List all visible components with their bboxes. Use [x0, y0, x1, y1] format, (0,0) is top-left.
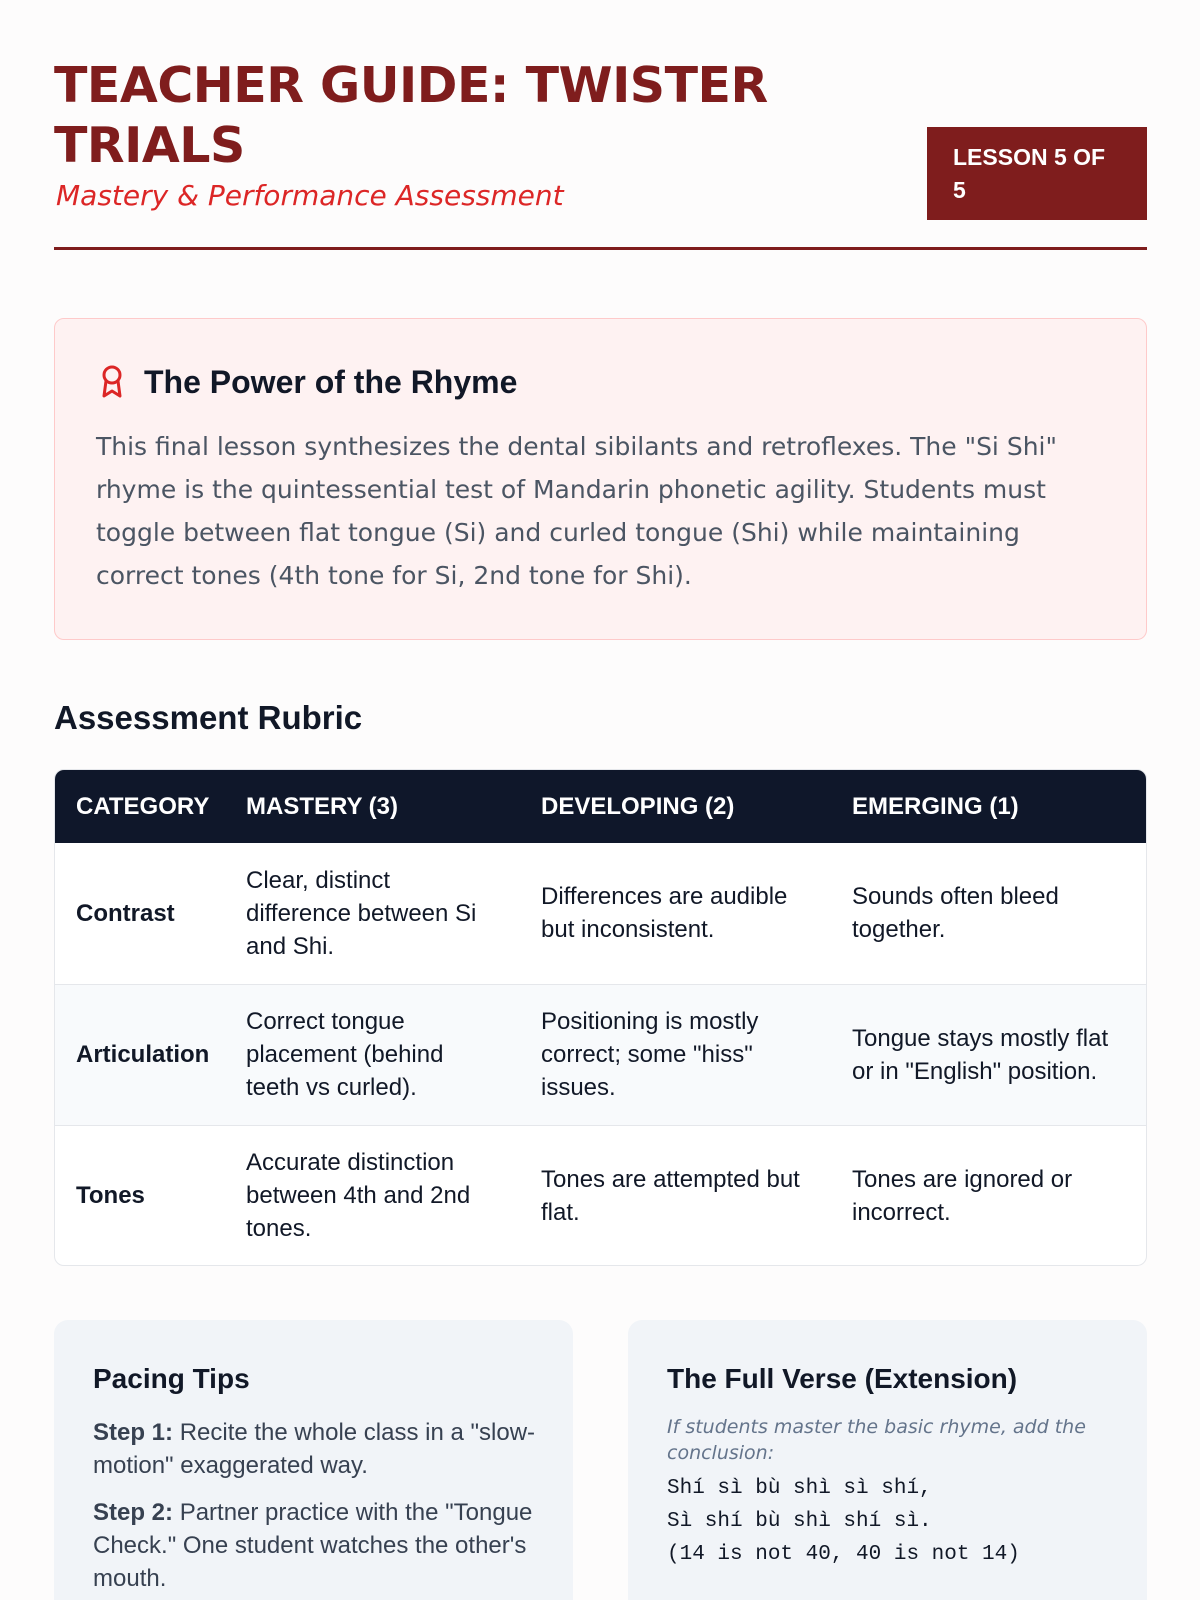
page-header — [54, 52, 1147, 250]
step-label: Step 1: — [93, 1419, 174, 1446]
mastery-cell: Accurate distinction between 4th and 2nd tones. — [225, 1125, 520, 1266]
verse-line: Sì shí bù shì shí sì. — [667, 1510, 932, 1533]
pacing-tips-card — [54, 1320, 573, 1600]
step-text: Recite the whole class in a "slow-motion" exaggerated way. — [93, 1419, 536, 1479]
table-row — [55, 984, 1147, 1125]
lesson-badge: LESSON 5 OF 5 — [927, 127, 1147, 220]
rubric-table — [54, 769, 1147, 1266]
full-verse-note: If students master the basic rhyme, add the conclusion: — [667, 1416, 1086, 1464]
step-text: Partner practice with the "Tongue Check." One student watches the other's mouth. — [93, 1499, 533, 1592]
column-header-developing: DEVELOPING (2) — [520, 770, 831, 843]
intro-body: This final lesson synthesizes the dental sibilants and retroflexes. The "Si Shi" rhyme is the quintessential test of Mandarin phonetic agility. Students must toggle between flat tongue (Si) and curled tongue (Shi) while maintaining correct tones (4th tone for Si, 2nd tone for Shi). — [96, 432, 1057, 590]
column-header-category: CATEGORY — [55, 770, 225, 843]
intro-card — [54, 318, 1147, 640]
emerging-cell: Sounds often bleed together. — [852, 883, 1059, 944]
verse-line: (14 is not 40, 40 is not 14) — [667, 1543, 1020, 1566]
rubric-title: Assessment Rubric — [54, 699, 363, 736]
award-ribbon-icon — [99, 364, 125, 400]
page-subtitle: Mastery & Performance Assessment — [56, 179, 564, 212]
teacher-guide-page — [54, 0, 1147, 1600]
developing-cell: Tones are attempted but flat. — [520, 1125, 831, 1266]
step-label: Step 2: — [93, 1499, 174, 1526]
developing-cell: Positioning is mostly correct; some "hiss" issues. — [520, 984, 831, 1125]
mastery-cell: Correct tongue placement (behind teeth vs curled). — [225, 984, 520, 1125]
table-row — [55, 843, 1147, 984]
pacing-tips-title: Pacing Tips — [93, 1363, 250, 1394]
rubric-header-row — [55, 770, 1147, 843]
intro-title: The Power of the Rhyme — [144, 364, 518, 400]
page-title: TEACHER GUIDE: TWISTER TRIALS — [54, 57, 768, 174]
emerging-cell: Tones are ignored or incorrect. — [831, 1125, 1147, 1266]
emerging-cell: Tongue stays mostly flat or in "English" position. — [831, 984, 1147, 1125]
mastery-cell: Clear, distinct difference between Si and Shi. — [246, 866, 477, 960]
column-header-mastery: MASTERY (3) — [225, 770, 520, 843]
category-cell: Articulation — [55, 984, 225, 1125]
category-cell: Contrast — [76, 899, 175, 927]
column-header-emerging: EMERGING (1) — [831, 770, 1147, 843]
table-row — [55, 1125, 1147, 1266]
pacing-step-1 — [93, 1416, 543, 1482]
developing-cell: Differences are audible but inconsistent. — [541, 883, 788, 944]
full-verse-card — [628, 1320, 1147, 1600]
pacing-step-2 — [93, 1496, 543, 1595]
full-verse-title: The Full Verse (Extension) — [667, 1363, 1018, 1394]
verse-line: Shí sì bù shì sì shí, — [667, 1477, 932, 1500]
category-cell: Tones — [55, 1125, 225, 1266]
